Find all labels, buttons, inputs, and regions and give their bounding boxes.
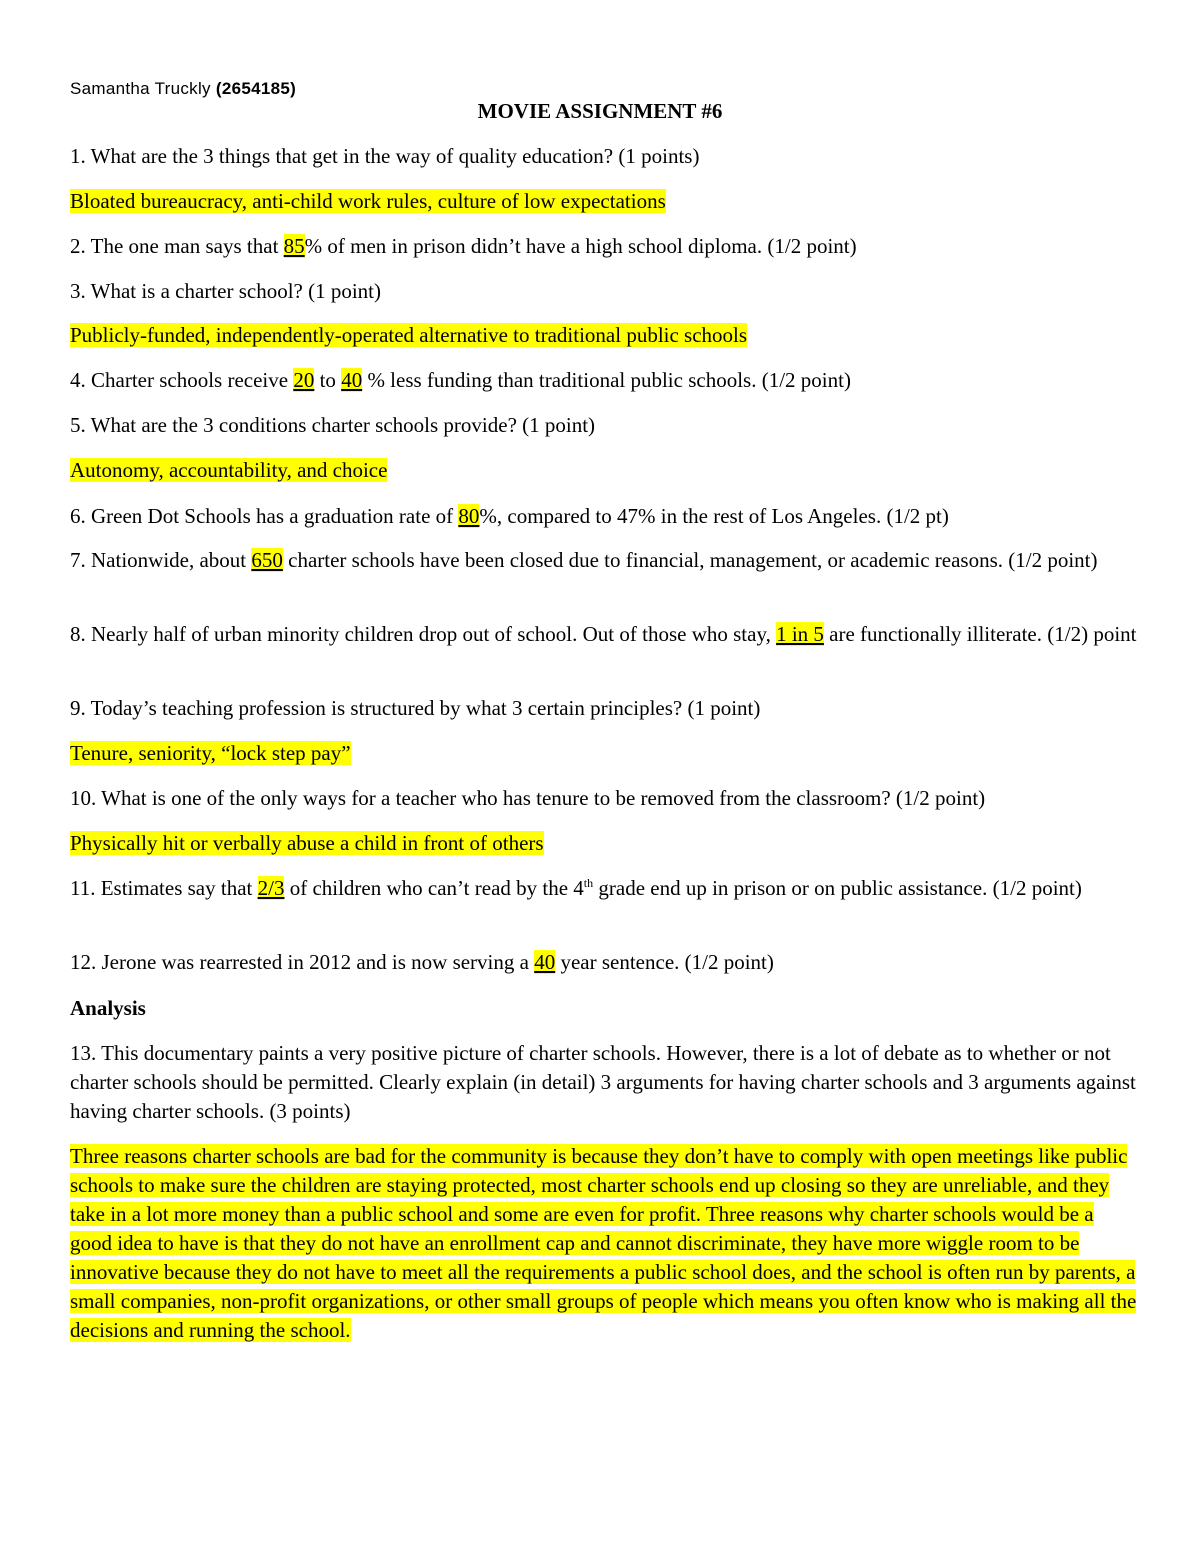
answer-9 [70, 739, 1140, 768]
question-7-text-end: charter schools have been closed due to financial, management, or academic reasons. (1/2 point) [282, 548, 1098, 572]
answer-5 [70, 456, 1140, 485]
question-8-text-end: are functionally illiterate. (1/2) point [823, 622, 1137, 646]
answer-13 [70, 1142, 1140, 1345]
question-10: 10. What is one of the only ways for a teacher who has tenure to be removed from the classroom? (1/2 point) [70, 786, 986, 810]
question-6-text-end: %, compared to 47% in the rest of Los Angeles. (1/2 pt) [479, 504, 949, 528]
question-2-text-end: % of men in prison didn’t have a high school diploma. (1/2 point) [304, 234, 857, 258]
question-13: 13. This documentary paints a very positive picture of charter schools. However, there is a lot of debate as to whether or not charter schools should be permitted. Clearly explain (in detail) 3 arguments for having charter schools and 3 arguments against having charter schools. (3 points) [70, 1041, 1136, 1123]
answer-10 [70, 829, 1140, 858]
ordinal-superscript: th [583, 876, 594, 890]
question-11 [70, 874, 1140, 903]
answer-7-fill: 650 [251, 548, 283, 572]
question-4 [70, 366, 1140, 395]
answer-2-fill: 85 [283, 234, 305, 258]
question-7 [70, 546, 1140, 575]
question-9: 9. Today’s teaching profession is structured by what 3 certain principles? (1 point) [70, 696, 761, 720]
question-11-text: 11. Estimates say that [70, 876, 258, 900]
question-3: 3. What is a charter school? (1 point) [70, 279, 382, 303]
answer-1 [70, 187, 1140, 216]
question-4-mid: to [314, 368, 342, 392]
question-12-text-end: year sentence. (1/2 point) [555, 950, 774, 974]
answer-4b-fill: 40 [341, 368, 363, 392]
answer-6-fill: 80 [458, 504, 480, 528]
answer-5-highlight: Autonomy, accountability, and choice [70, 458, 388, 482]
answer-4a-fill: 20 [293, 368, 315, 392]
answer-9-highlight: Tenure, seniority, “lock step pay” [70, 741, 351, 765]
answer-8-fill: 1 in 5 [776, 622, 824, 646]
question-4-text-end: % less funding than traditional public schools. (1/2 point) [362, 368, 851, 392]
question-8-text: 8. Nearly half of urban minority children drop out of school. Out of those who stay, [70, 622, 777, 646]
question-5: 5. What are the 3 conditions charter schools provide? (1 point) [70, 413, 596, 437]
answer-12-fill: 40 [534, 950, 556, 974]
question-11-mid: of children who can’t read by the 4 [284, 876, 584, 900]
answer-11-fill: 2/3 [257, 876, 285, 900]
answer-3 [70, 321, 1140, 350]
assignment-title: MOVIE ASSIGNMENT #6 [477, 99, 723, 123]
question-7-text: 7. Nationwide, about [70, 548, 252, 572]
question-6-text: 6. Green Dot Schools has a graduation rate of [70, 504, 459, 528]
question-4-text: 4. Charter schools receive [70, 368, 294, 392]
analysis-heading: Analysis [70, 996, 146, 1020]
question-1: 1. What are the 3 things that get in the way of quality education? (1 points) [70, 144, 700, 168]
student-name: Samantha Truckly [70, 79, 211, 98]
answer-13-highlight: Three reasons charter schools are bad for the community is because they don’t have to comply with open meetings like public schools to make sure the children are staying protected, most charter schools end up closing so they are unreliable, and they take in a lot more money than a public school and some are even for profit. Three reasons why charter schools would be a good idea to have is that they do not have an enrollment cap and cannot discriminate, they have more wiggle room to be innovative because they do not have to meet all the requirements a public school does, and the school is often run by parents, a small companies, non-profit organizations, or other small groups of people which means you often know who is making all the decisions and running the school. [70, 1144, 1137, 1342]
answer-1-highlight: Bloated bureaucracy, anti-child work rules, culture of low expectations [70, 189, 666, 213]
question-2 [70, 232, 1140, 261]
question-12-text: 12. Jerone was rearrested in 2012 and is now serving a [70, 950, 535, 974]
answer-3-highlight: Publicly-funded, independently-operated alternative to traditional public schools [70, 323, 748, 347]
answer-10-highlight: Physically hit or verbally abuse a child in front of others [70, 831, 544, 855]
question-8 [70, 620, 1140, 649]
question-2-text: 2. The one man says that [70, 234, 284, 258]
question-11-text-end: grade end up in prison or on public assistance. (1/2 point) [593, 876, 1082, 900]
question-12 [70, 948, 1140, 977]
student-id: (2654185) [215, 79, 297, 98]
question-6 [70, 502, 1140, 531]
